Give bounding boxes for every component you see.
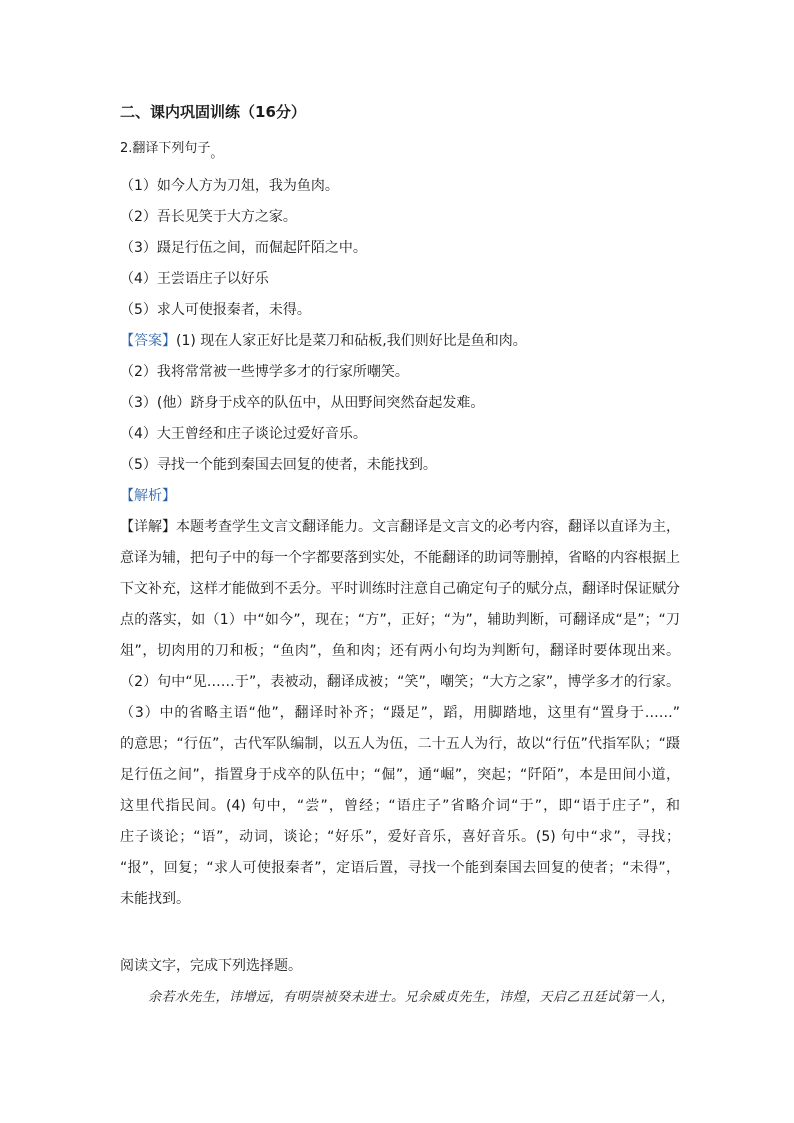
question-item-1: （1）如今人方为刀俎，我为鱼肉。 xyxy=(120,178,339,194)
question-label-text: 2.翻译下列句子 xyxy=(120,141,211,156)
analysis-line-10: 这里代指民间。(4) 句中，“尝”，曾经；“语庄子”省略介词“于”，即“语于庄子”，和 xyxy=(120,798,680,814)
analysis-text-1: 本题考查学生文言文翻译能力。文言翻译是文言文的必考内容，翻译以直译为主， xyxy=(176,519,680,535)
question-item-4: （4）王尝语庄子以好乐 xyxy=(120,271,269,287)
analysis-line-4: 点的落实，如（1）中“如今”，现在；“方”，正好；“为”，辅助判断，可翻译成“是”；“刀 xyxy=(120,612,680,628)
answer-line-1 xyxy=(120,331,527,351)
analysis-line-8: 的意思；“行伍”，古代军队编制，以五人为伍，二十五人为行，故以“行伍”代指军队；“蹑 xyxy=(120,736,680,752)
analysis-line-2: 意译为辅，把句子中的每一个字都要落到实处，不能翻译的助词等删掉，省略的内容根据上 xyxy=(120,550,680,566)
answer-item-4: （4）大王曾经和庄子谈论过爱好音乐。 xyxy=(120,426,367,442)
analysis-line-7: （3）中的省略主语“他”，翻译时补齐；“蹑足”，蹈，用脚踏地，这里有“置身于……” xyxy=(120,705,680,721)
analysis-line-11: 庄子谈论；“语”，动词，谈论；“好乐”，爱好音乐，喜好音乐。(5) 句中“求”，寻找； xyxy=(120,829,680,845)
analysis-line-1 xyxy=(120,517,680,537)
answer-item-3: （3）(他）跻身于戍卒的队伍中，从田野间突然奋起发难。 xyxy=(120,395,485,411)
section-title: 二、课内巩固训练（16分） xyxy=(120,103,306,121)
analysis-tag: 【解析】 xyxy=(120,488,176,504)
question-item-3: （3）蹑足行伍之间，而倔起阡陌之中。 xyxy=(120,240,367,256)
detail-tag: 【详解】 xyxy=(120,519,176,535)
analysis-line-6: （2）句中“见……于”，表被动，翻译成被；“笑”，嘲笑；“大方之家”，博学多才的行家。 xyxy=(120,674,680,690)
analysis-line-13: 未能找到。 xyxy=(120,891,190,907)
analysis-line-9: 足行伍之间”，指置身于戍卒的队伍中；“倔”，通“崛”，突起；“阡陌”，本是田间小道， xyxy=(120,767,680,783)
reading-passage-line: 余若水先生，讳增远，有明崇祯癸未进士。兄余威贞先生，讳煌，天启乙丑廷试第一人， xyxy=(148,990,675,1005)
question-label xyxy=(120,139,223,159)
answer-item-5: （5）寻找一个能到秦国去回复的使者，未能找到。 xyxy=(120,457,437,473)
answer-tag: 【答案】 xyxy=(120,333,176,349)
question-item-2: （2）吾长见笑于大方之家。 xyxy=(120,209,297,225)
analysis-line-3: 下文补充，这样才能做到不丢分。平时训练时注意自己确定句子的赋分点，翻译时保证赋分 xyxy=(120,581,680,597)
answer-item-2: （2）我将常常被一些博学多才的行家所嘲笑。 xyxy=(120,364,409,380)
analysis-line-12: “报”，回复；“求人可使报秦者”，定语后置，寻找一个能到秦国去回复的使者；“未得”， xyxy=(120,860,680,876)
question-item-5: （5）求人可使报秦者，未得。 xyxy=(120,302,311,318)
analysis-line-5: 俎”，切肉用的刀和板；“鱼肉”，鱼和肉；还有两小句均为判断句，翻译时要体现出来。 xyxy=(120,643,680,659)
question-mark: 。 xyxy=(210,146,224,161)
reading-prompt: 阅读文字，完成下列选择题。 xyxy=(120,958,302,974)
answer-item-1: (1) 现在人家正好比是菜刀和砧板,我们则好比是鱼和肉。 xyxy=(176,333,527,349)
